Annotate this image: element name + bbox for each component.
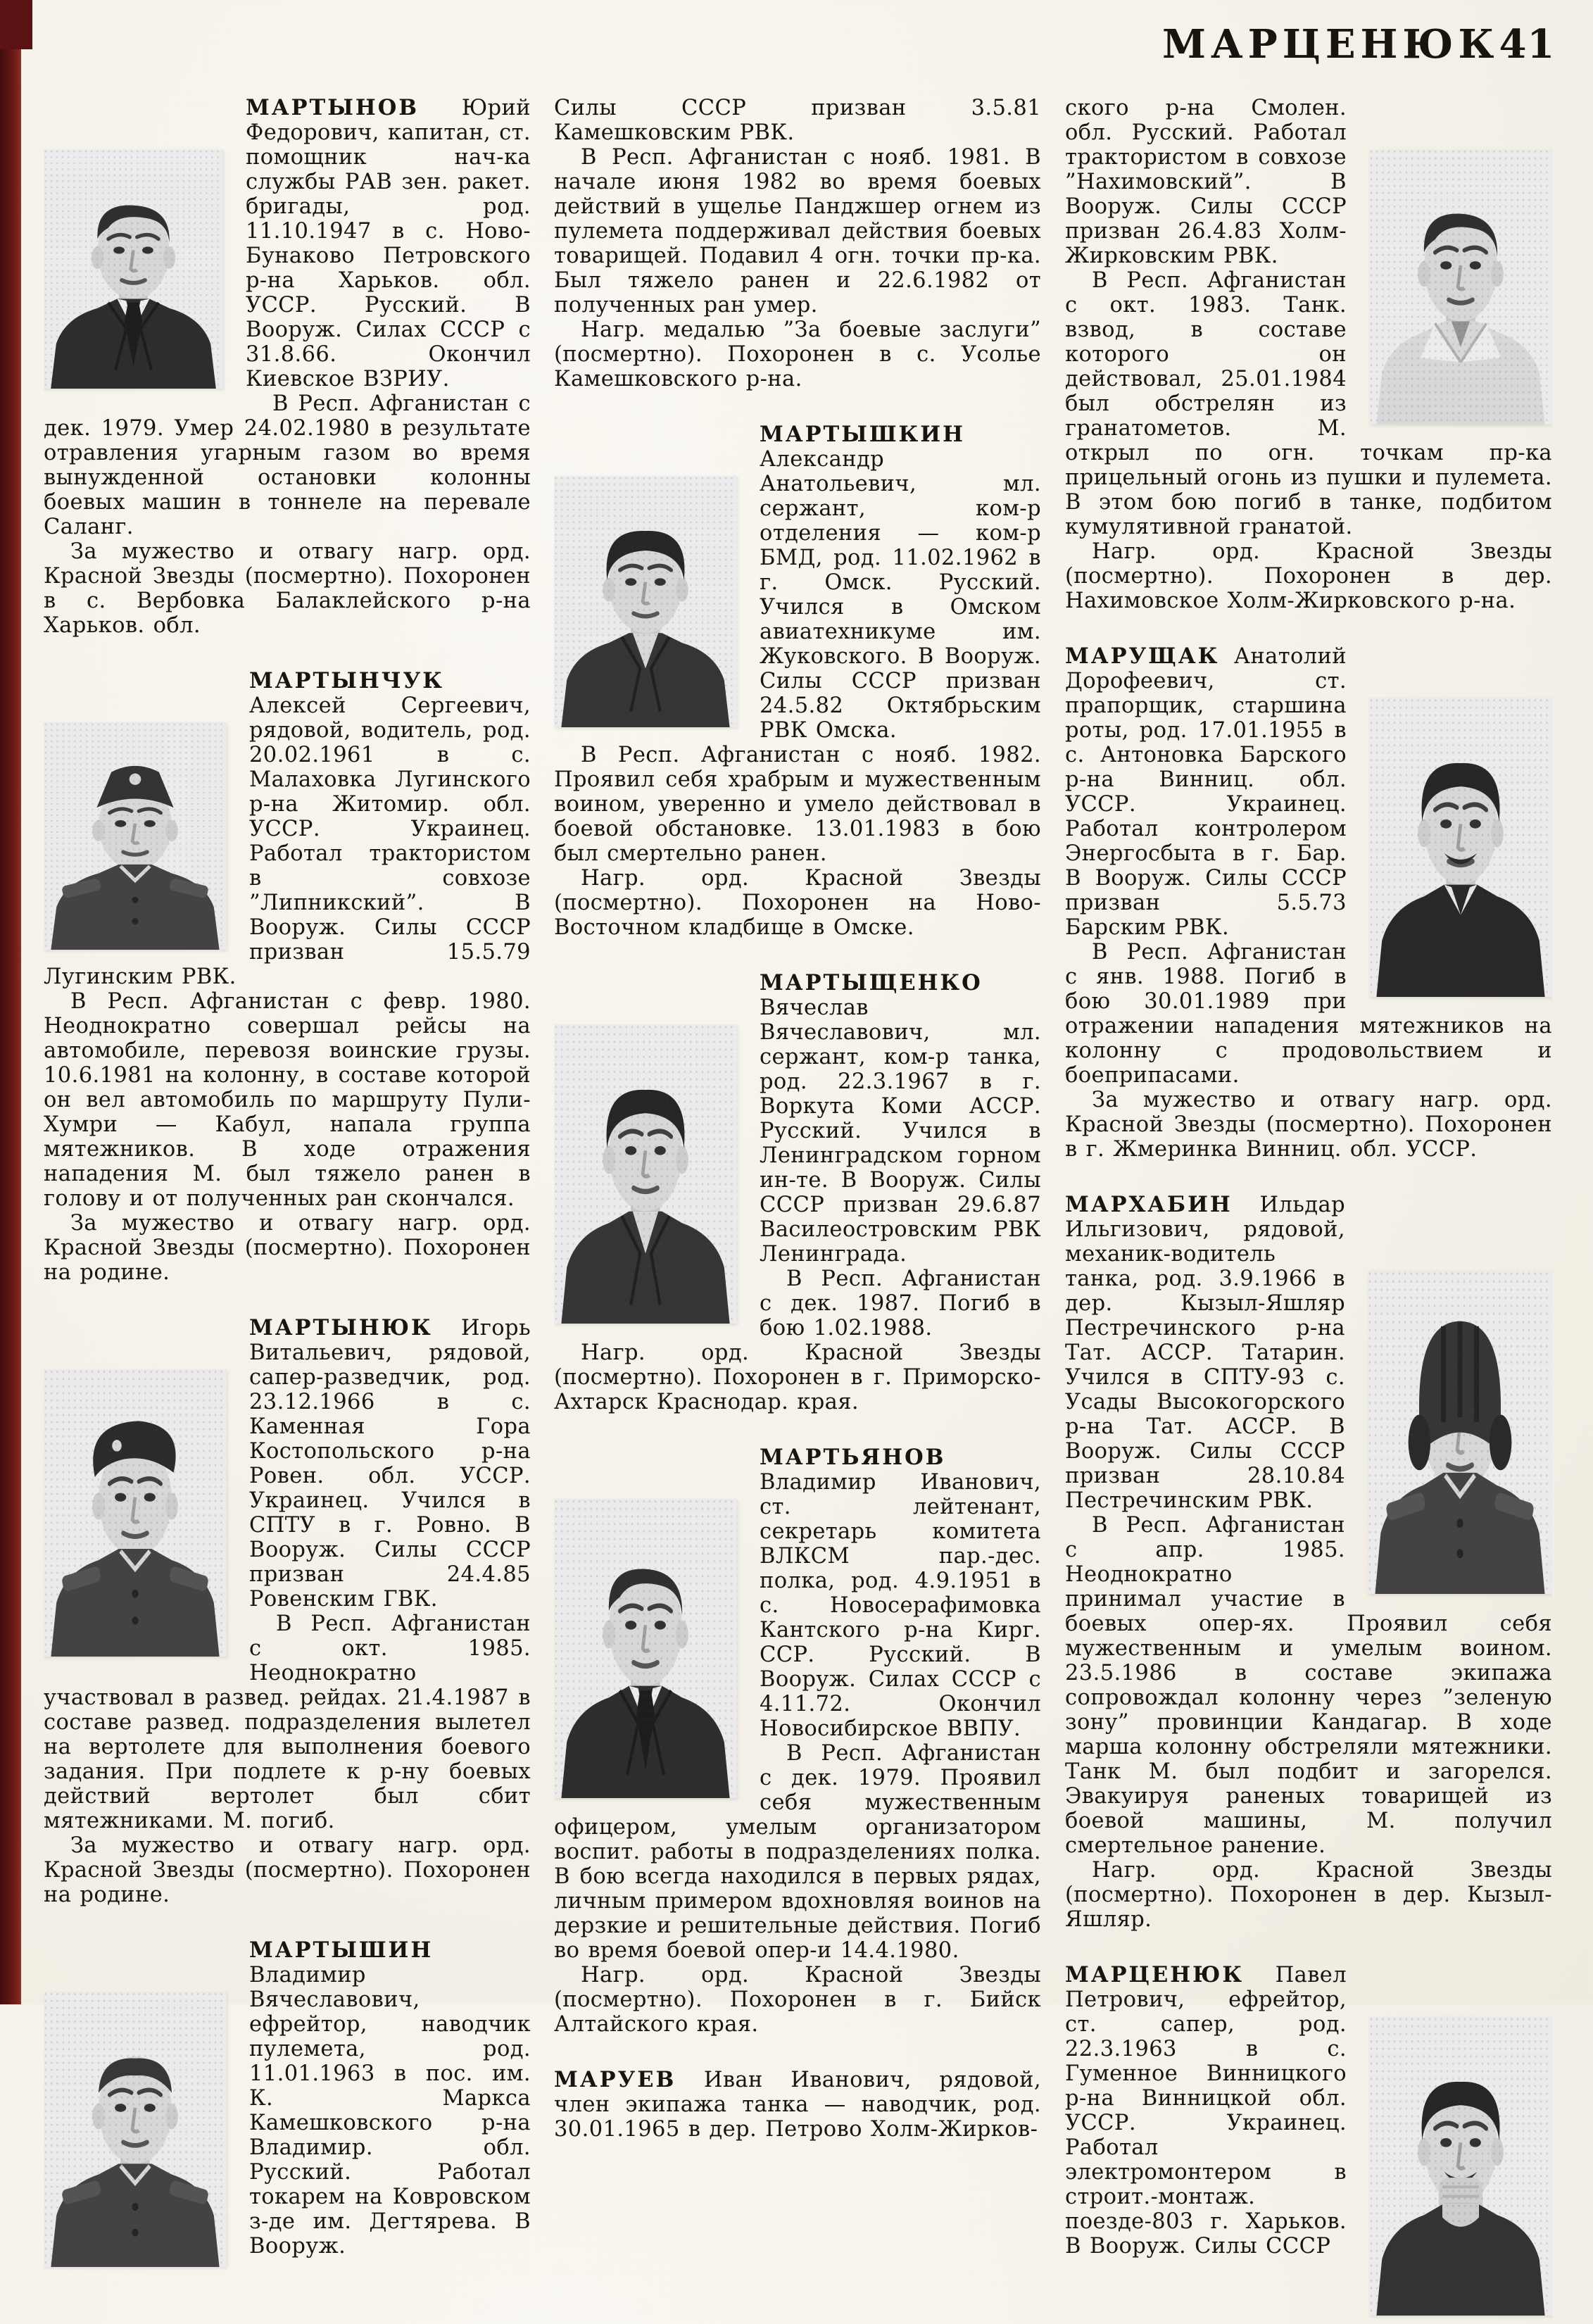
entry-paragraph: В Респ. Афганистан с нояб. 1981. В начале июня 1982 во время боевых действий в ущелье Панджшер огнем из пулемета поддерживал действия боевых товарищей. Подавил 4 огн. точки пр-ка. Был тяжело ранен и 22.6.1982 от полученных ран умер.	[554, 145, 1041, 318]
entry-maruev	[554, 2068, 1041, 2142]
entry-surname: МАРХАБИН	[1065, 1193, 1233, 1217]
entry-paragraph: Нагр. медалью ”За боевые заслуги” (посмертно). Похоронен в с. Усолье Камешковского р-на.	[554, 318, 1041, 391]
entry-martynov	[44, 96, 531, 638]
entry-lead-paragraph	[554, 96, 1041, 145]
entry-paragraph: Нагр. орд. Красной Звезды (посмертно). Похоронен в г. Бийск Алтайского края.	[554, 1963, 1041, 2037]
entry-paragraph: За мужество и отвагу нагр. орд. Красной Звезды (посмертно). Похоронен на родине.	[44, 1833, 531, 1907]
entry-paragraph: В Респ. Афганистан с янв. 1988. Погиб в бою 30.01.1989 при отражении нападения мятежников на колонну с продовольствием и боеприпасами.	[1065, 940, 1552, 1088]
photo-markhabin	[1368, 1271, 1552, 1594]
text-column-1	[44, 96, 531, 2275]
entry-maruschak	[1065, 644, 1552, 1162]
photo-martsenyuk	[1369, 2016, 1552, 2316]
photo-martyshin	[44, 1992, 227, 2267]
entry-lead-text: Александр Анатольевич, мл. сержант, ком-р отделения — ком-р БМД, род. 11.02.1962 в г. Омск. Русский. Учился в Омском авиатехникуме им. Жуковского. В Вооруж. Силы СССР призван 24.5.82 Октябрьским РВК Омска.	[760, 447, 1041, 743]
entry-lead-text: Игорь Витальевич, рядовой, сапер-разведчик, род. 23.12.1966 в с. Каменная Гора Костопольского р-на Ровен. обл. УССР. Украинец. Учился в СПТУ в г. Ровно. В Вооруж. Силы СССР призван 24.4.85 Ровенским ГВК.	[249, 1316, 531, 1612]
photo-martyshkin	[554, 476, 737, 727]
photo-maruev-cont	[1369, 149, 1552, 425]
entry-paragraph: В Респ. Афганистан с дек. 1979. Проявил себя мужественным офицером, умелым организатором воспит. работы в подразделениях полка. В бою всегда находился в первых рядах, личным примером вдохновляя воинов на дерзкие и решительные действия. Погиб во время боевой опер-и 14.4.1980.	[554, 1741, 1041, 1963]
entry-lead-text: Владимир Иванович, ст. лейтенант, секретарь комитета ВЛКСМ пар.-дес. полка, род. 4.9.1951 в с. Новосерафимовка Кантского р-на Кирг. ССР. Русский. В Вооруж. Силах СССР с 4.11.72. Окончил Новосибирское ВВПУ.	[760, 1470, 1041, 1741]
text-column-2	[554, 96, 1041, 2142]
entry-surname: МАРТЫНЮК	[249, 1316, 433, 1340]
entry-paragraph: За мужество и отвагу нагр. орд. Красной Звезды (посмертно). Похоронен на родине.	[44, 1211, 531, 1285]
entry-paragraph: В Респ. Афганистан с дек. 1979. Умер 24.02.1980 в результате отравления угарным газом во время вынужденной остановки колонны боевых машин в тоннеле на перевале Саланг.	[44, 391, 531, 539]
entry-surname: МАРТЫШИН	[249, 1938, 434, 1963]
entry-martsenyuk	[1065, 1963, 1552, 2324]
entry-paragraph: В Респ. Афганистан с апр. 1985. Неоднократно принимал участие в боевых опер-ях. Проявил себя мужественным и умелым воином. 23.5.1986 в составе экипажа сопровождал колонну через ”зеленую зону” провинции Кандагар. В ходе марша колонну обстреляли мятежники. Танк М. был подбит и загорелся. Эвакуируя раненых товарищей из боевой машины, М. получил смертельное ранение.	[1065, 1513, 1552, 1858]
entry-lead-text: Вячеслав Вячеславович, мл. сержант, ком-р танка, род. 22.3.1967 в г. Воркута Коми АССР. Русский. Учился в Ленинградском горном ин-те. В Вооруж. Силы СССР призван 29.6.87 Василеостровским РВК Ленинграда.	[760, 995, 1041, 1267]
photo-martyanov	[554, 1499, 737, 1798]
entry-lead-text: Юрий Федорович, капитан, ст. помощник нач-ка службы РАВ зен. ракет. бригады, род. 11.10.1947 в с. Ново-Бунаково Петровского р-на Харьков. обл. УССР. Русский. В Вооруж. Силах СССР с 31.8.66. Окончил Киевское ВЗРИУ.	[246, 96, 531, 391]
text-column-3	[1065, 96, 1552, 2324]
entry-surname: МАРТЫНОВ	[246, 96, 420, 120]
entry-surname: МАРТЫШКИН	[760, 422, 965, 447]
entry-martyschenko	[554, 971, 1041, 1414]
entry-maruev-cont	[1065, 96, 1552, 613]
page-number: 41	[1499, 21, 1556, 68]
entry-markhabin	[1065, 1193, 1552, 1932]
photo-martynov	[44, 149, 223, 389]
running-head-title: МАРЦЕНЮК	[1162, 21, 1499, 68]
entry-paragraph: Нагр. орд. Красной Звезды (посмертно). Похоронен в дер. Нахимовское Холм-Жирковского р-на.	[1065, 539, 1552, 613]
entry-lead-text: Ильдар Ильгизович, рядовой, механик-водитель танка, род. 3.9.1966 в дер. Кызыл-Яшляр Пестречинского р-на Тат. АССР. Татарин. Учился в СПТУ-93 с. Усады Высокогорского р-на Тат. АССР. В Вооруж. Силы СССР призван 28.10.84 Пестречинским РВК.	[1065, 1193, 1345, 1513]
entry-paragraph: Нагр. орд. Красной Звезды (посмертно). Похоронен в дер. Кызыл-Яшляр.	[1065, 1858, 1552, 1932]
entry-paragraph: В Респ. Афганистан с нояб. 1982. Проявил себя храбрым и мужественным воином, уверенно и умело действовал в боевой обстановке. 13.01.1983 в бою был смертельно ранен.	[554, 743, 1041, 866]
entry-martyshin	[44, 1938, 531, 2275]
entry-paragraph: За мужество и отвагу нагр. орд. Красной Звезды (посмертно). Похоронен в с. Вербовка Балаклейского р-на Харьков. обл.	[44, 539, 531, 638]
book-spine-edge	[0, 0, 21, 2004]
entry-surname: МАРТЫНЧУК	[249, 669, 445, 693]
entry-paragraph: За мужество и отвагу нагр. орд. Красной Звезды (посмертно). Похоронен в г. Жмеринка Винниц. обл. УССР.	[1065, 1088, 1552, 1162]
entry-surname: МАРТЬЯНОВ	[760, 1445, 946, 1470]
running-head	[1065, 21, 1556, 68]
entry-lead-text: ского р-на Смолен. обл. Русский. Работал трактористом в совхозе ”Нахимовский”. В Вооруж. Силы СССР призван 26.4.83 Холм-Жирковским РВК.	[1065, 96, 1347, 268]
entry-paragraph: Нагр. орд. Красной Звезды (посмертно). Похоронен в г. Приморско-Ахтарск Краснодар. края.	[554, 1340, 1041, 1414]
entry-surname: МАРУЕВ	[554, 2068, 676, 2092]
entry-surname: МАРУЩАК	[1065, 644, 1220, 669]
entry-lead-text: Павел Петрович, ефрейтор, ст. сапер, род. 22.3.1963 в с. Гуменное Винницкого р-на Винницкой обл. УССР. Украинец. Работал электромонтером в строит.-монтаж. поезде-803 г. Харьков. В Вооруж. Силы СССР	[1065, 1963, 1347, 2259]
entry-lead-paragraph	[554, 2068, 1041, 2142]
photo-maruschak	[1369, 698, 1552, 997]
entry-lead-text: Силы СССР призван 3.5.81 Камешковским РВК.	[554, 96, 1041, 145]
entry-surname: МАРЦЕНЮК	[1065, 1963, 1245, 1987]
photo-martynyuk	[44, 1369, 227, 1657]
entry-martynyuk	[44, 1316, 531, 1907]
entry-lead-text: Анатолий Дорофеевич, ст. прапорщик, старшина роты, род. 17.01.1955 в с. Антоновка Барского р-на Винниц. обл. УССР. Украинец. Работал контролером Энергосбыта в г. Бар. В Вооруж. Силы СССР призван 5.5.73 Барским РВК.	[1065, 644, 1347, 940]
entry-paragraph: В Респ. Афганистан с февр. 1980. Неоднократно совершал рейсы на автомобиле, перевозя воинские грузы. 10.6.1981 на колонну, в составе которой он вел автомобиль по маршруту Пули-Хумри — Кабул, напала группа мятежников. В ходе отражения нападения М. был тяжело ранен в голову и от полученных ран скончался.	[44, 989, 531, 1211]
entry-martynchuk	[44, 669, 531, 1285]
entry-lead-text: Иван Иванович, рядовой, член экипажа танка — наводчик, род. 30.01.1965 в дер. Петрово Холм-Жирков-	[554, 2068, 1041, 2142]
entry-paragraph: Нагр. орд. Красной Звезды (посмертно). Похоронен на Ново-Восточном кладбище в Омске.	[554, 866, 1041, 940]
book-spine-corner	[0, 0, 32, 49]
entry-martyanov	[554, 1445, 1041, 2037]
entry-martyshkin	[554, 422, 1041, 940]
entry-martyshin-cont	[554, 96, 1041, 391]
entry-lead-text: Владимир Вячеславович, ефрейтор, наводчик пулемета, род. 11.01.1963 в пос. им. К. Маркса Камешковского р-на Владимир. обл. Русский. Работал токарем на Ковровском з-де им. Дегтярева. В Вооруж.	[249, 1963, 531, 2259]
entry-lead-text: Алексей Сергеевич, рядовой, водитель, род. 20.02.1961 в с. Малаховка Лугинского р-на Житомир. обл. УССР. Украинец. Работал трактористом в совхозе ”Липникский”. В Вооруж. Силы СССР призван 15.5.79 Лугинским РВК.	[44, 693, 531, 989]
entry-paragraph: В Респ. Афганистан с дек. 1987. Погиб в бою 1.02.1988.	[760, 1267, 1041, 1340]
entry-paragraph: В Респ. Афганистан с окт. 1985. Неоднократно участвовал в развед. рейдах. 21.4.1987 в составе развед. подразделения вылетел на вертолете для выполнения боевого задания. При подлете к р-ну боевых действий вертолет был сбит мятежниками. М. погиб.	[44, 1612, 531, 1833]
entry-paragraph: В Респ. Афганистан с окт. 1983. Танк. взвод, в составе которого он действовал, 25.01.1984 был обстрелян из гранатометов. М. открыл по огн. точкам пр-ка прицельный огонь из пушки и пулемета. В этом бою погиб в танке, подбитом кумулятивной гранатой.	[1065, 268, 1552, 539]
entry-surname: МАРТЫЩЕНКО	[760, 971, 983, 995]
photo-martyschenko	[554, 1024, 737, 1324]
photo-martynchuk	[44, 722, 227, 950]
